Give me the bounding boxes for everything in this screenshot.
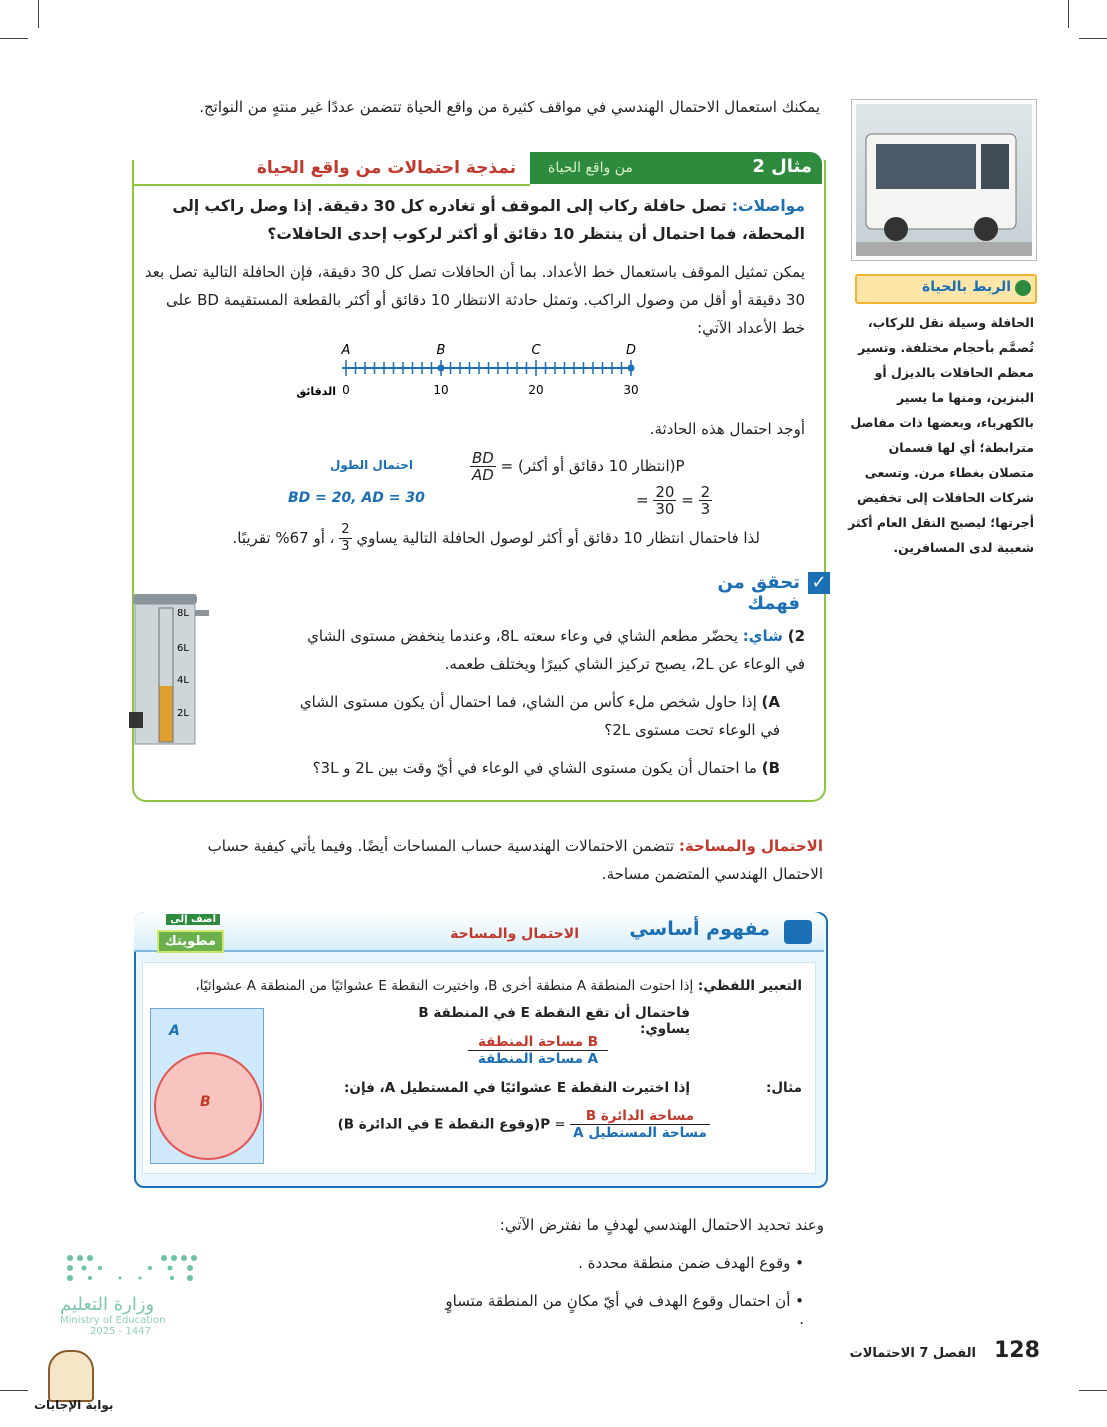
example-keyword: مواصلات: — [731, 197, 805, 215]
example-tab — [530, 152, 822, 184]
area-keyword: الاحتمال والمساحة: — [678, 837, 823, 855]
dots-logo-icon — [60, 1250, 200, 1290]
point-b-dot — [438, 365, 445, 372]
result-part-a: لذا فاحتمال انتظار 10 دقائق أو أكثر لوصول الحافلة التالية يساوي — [356, 529, 760, 547]
length-values: BD = 20, AD = 30 — [288, 490, 425, 506]
number-line — [280, 340, 650, 404]
concept-example-eq: $\frac{\text{مساحة الدائرة B}}{\text{مساحة المستطيل A}}$ = P(وقوع النقطة E في الدائرة B) — [310, 1108, 710, 1141]
checkmark-icon: ✓ — [808, 572, 830, 594]
check-title: تحقق من فهمك — [717, 572, 800, 614]
urn-mark-2l: 2L — [177, 708, 189, 719]
example-title-bar — [132, 152, 530, 186]
circle-b — [154, 1052, 262, 1160]
crop-mark — [1068, 0, 1069, 28]
concept-title: مفهوم أساسي — [629, 918, 770, 940]
concept-subtitle: الاحتمال والمساحة — [450, 926, 579, 942]
point-label-b: B — [436, 343, 446, 358]
ministry-arabic: وزارة التعليم — [60, 1294, 155, 1315]
point-label-c: C — [531, 343, 541, 358]
example-question — [170, 192, 805, 248]
point-label-a: A — [341, 343, 351, 358]
urn-mark-4l: 4L — [177, 675, 189, 686]
check-item-b: B) ما احتمال أن يكون مستوى الشاي في الوعاء في أيّ وقت بين 2L و 3L؟ — [312, 759, 780, 777]
example-sub: من واقع الحياة — [548, 160, 633, 176]
chapter-label: الفصل 7 الاحتمالات — [849, 1346, 976, 1361]
check-keyword: شاي: — [742, 627, 783, 645]
example-label: مثال 2 — [752, 156, 812, 177]
watermark: بوابة الإجابات — [34, 1398, 114, 1412]
ministry-year: 2025 - 1447 — [90, 1326, 151, 1337]
tick-label-20: 20 — [528, 383, 544, 397]
crop-mark — [0, 1390, 28, 1391]
verbal-line: التعبير اللفظي: إذا احتوت المنطقة A منطقة أخرى B، واختيرت النقطة E عشوائيًا من المنطقة A عشوائيًا، — [195, 978, 802, 994]
tick-label-30: 30 — [623, 383, 639, 397]
concept-fraction: $\frac{\text{مساحة المنطقة B}}{\text{مساحة المنطقة A}}$ — [468, 1034, 608, 1067]
side-text: الحافلة وسيلة نقل للركاب، تُصمَّم بأحجام مختلفة. وتسير معظم الحافلات بالديزل أو البنزين، ومنها ما يسير بالكهرباء، وبعضها ذات مفاصل مترابطة؛ أي لها قسمان متصلان بغطاء مرن. وتسعى شركات الحافلات إلى تخفيض أجرتها؛ ليصبح النقل العام أكثر شعبية لدى المسافرين. — [848, 315, 1034, 555]
globe-icon — [1015, 280, 1031, 296]
example-question-text: تصل حافلة ركاب إلى الموقف أو تغادره كل 30 دقيقة. إذا وصل راكب إلى المحطة، فما احتمال أن ينتظر 10 دقائق أو أكثر لركوب إحدى الحافلات؟ — [172, 197, 805, 243]
intro-text: يمكنك استعمال الاحتمال الهندسي في مواقف كثيرة من واقع الحياة تتضمن عددًا غير منتهٍ من النواتج. — [199, 98, 820, 116]
bus-photo — [852, 100, 1036, 260]
crop-mark — [1079, 1390, 1107, 1391]
tea-urn — [125, 590, 217, 756]
bullet-1: • وقوع الهدف ضمن منطقة محددة . — [578, 1254, 804, 1272]
tick-label-0: 0 — [342, 383, 350, 397]
urn-mark-6l: 6L — [177, 643, 189, 654]
crop-mark — [38, 0, 39, 28]
check-item-a: A) إذا حاول شخص ملء كأس من الشاي، فما احتمال أن يكون مستوى الشاي في الوعاء تحت مستوى 2L؟ — [299, 693, 780, 739]
area-text: تتضمن الاحتمالات الهندسية حساب المساحات أيضًا. وفيما يأتي كيفية حساب الاحتمال الهندسي المتضمن مساحة. — [207, 837, 823, 883]
foldable-badge: أضف إلى مطويتك — [134, 912, 226, 962]
length-label: احتمال الطول — [330, 458, 414, 472]
check-item-2: 2) شاي: يحضّر مطعم الشاي في وعاء سعته 8L، وعندما ينخفض مستوى الشاي في الوعاء عن 2L، يصبح تركيز الشاي كبيرًا ويختلف طعمه. — [307, 627, 805, 673]
example-keyword-concept: مثال: — [765, 1080, 802, 1096]
crop-mark — [0, 38, 28, 39]
equation-2-fraction-a: $\frac{20}{30}$ — [655, 483, 675, 518]
unit-label: الدقائق — [296, 385, 336, 398]
bullet-2: • أن احتمال وقوع الهدف في أيّ مكانٍ من المنطقة متساوٍ . — [445, 1292, 804, 1328]
result-part-b: ، أو 67% تقريبًا. — [232, 529, 335, 547]
concept-icon — [784, 920, 812, 944]
equation-2: = $\frac{20}{30}$ = $\frac{2}{3}$ — [636, 483, 711, 518]
example-paragraph: يمكن تمثيل الموقف باستعمال خط الأعداد. بما أن الحافلات تصل كل 30 دقيقة، فإن الحافلة التالية تصل بعد 30 دقيقة أو أقل من وصول الراكب. وتمثل حادثة الانتظار 10 دقائق أو أكثر بالقطعة المستقيمة BD على خط الأعداد الآتي: — [144, 263, 805, 337]
ministry-logo — [60, 1250, 200, 1337]
equation-2-fraction-b: $\frac{2}{3}$ — [700, 483, 711, 518]
result-text — [220, 522, 760, 555]
page-number: 128 — [994, 1338, 1040, 1363]
assumptions-intro: وعند تحديد الاحتمال الهندسي لهدفٍ ما نفترض الآتي: — [499, 1216, 824, 1234]
equation-left: P(انتظار 10 دقائق أو أكثر) — [517, 457, 685, 475]
region-b-label: B — [200, 1094, 211, 1110]
urn-mark-8l: 8L — [177, 608, 189, 619]
point-label-d: D — [625, 343, 637, 358]
concept-example-text: إذا اختيرت النقطة E عشوائيًا في المستطيل A، فإن: — [344, 1080, 690, 1096]
concept-header — [134, 912, 824, 952]
side-header — [855, 274, 1037, 304]
result-fraction: $\frac{2}{3}$ — [341, 522, 350, 554]
find-text: أوجد احتمال هذه الحادثة. — [649, 420, 805, 438]
gate-icon — [48, 1350, 94, 1402]
tick-label-10: 10 — [433, 383, 449, 397]
side-header-title: الربط بالحياة — [922, 279, 1011, 295]
check-text: يحضّر مطعم الشاي في وعاء سعته 8L، وعندما ينخفض مستوى الشاي في الوعاء عن 2L، يصبح تركيز الشاي كبيرًا ويختلف طعمه. — [307, 627, 805, 673]
crop-mark — [1079, 38, 1107, 39]
region-a-label: A — [169, 1023, 180, 1039]
point-d-dot — [628, 365, 635, 372]
ministry-english: Ministry of Education — [60, 1315, 166, 1326]
example-title: نمذجة احتمالات من واقع الحياة — [256, 158, 516, 178]
equation-fraction: $\frac{BD}{AD}$ — [472, 449, 494, 484]
area-intro — [160, 832, 823, 888]
verbal-line-2: فاحتمال أن تقع النقطة E في المنطقة B يساوي: — [418, 1005, 690, 1037]
equation-1: P(انتظار 10 دقائق أو أكثر) = $\frac{BD}{AD}$ — [472, 449, 685, 484]
